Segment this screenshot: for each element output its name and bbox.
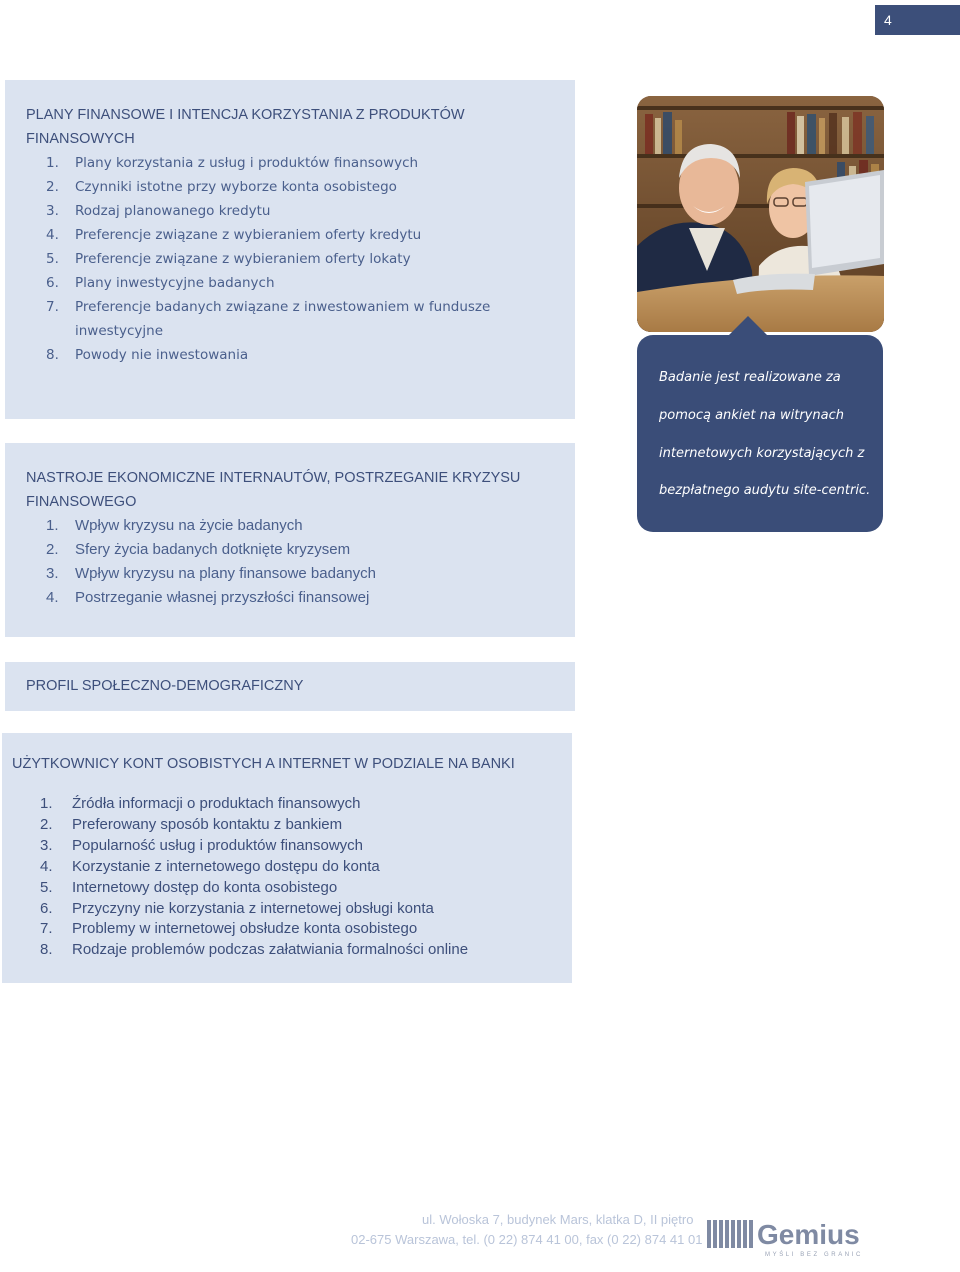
section-heading: NASTROJE EKONOMICZNE INTERNAUTÓW, POSTRZEGANIE KRYZYSU FINANSOWEGO: [26, 470, 521, 510]
section-financial-plans: [5, 80, 575, 419]
list-item: 4. Postrzeganie własnej przyszłości finansowej: [46, 589, 370, 606]
list-item: 1. Wpływ kryzysu na życie badanych: [46, 517, 303, 534]
section-list: [46, 151, 566, 367]
address-line-2: 02-675 Warszawa, tel. (0 22) 874 41 00, fax (0 22) 874 41 01: [351, 1232, 703, 1247]
list-item: 7. Problemy w internetowej obsłudze konta osobistego: [40, 920, 418, 938]
list-item: 8. Rodzaje problemów podczas załatwiania formalności online: [40, 941, 469, 959]
list-item: 5. Preferencje związane z wybieraniem oferty lokaty: [46, 251, 411, 267]
address-line-1: ul. Wołoska 7, budynek Mars, klatka D, II piętro: [422, 1212, 694, 1227]
list-item: 3. Wpływ kryzysu na plany finansowe badanych: [46, 565, 376, 582]
list-item: 4. Korzystanie z internetowego dostępu do konta: [40, 857, 380, 875]
list-item: 8. Powody nie inwestowania: [46, 347, 249, 363]
list-item: 1. Plany korzystania z usług i produktów finansowych: [46, 155, 419, 171]
list-item: 6. Przyczyny nie korzystania z internetowej obsługi konta: [40, 899, 434, 917]
section-heading: PLANY FINANSOWE I INTENCJA KORZYSTANIA Z PRODUKTÓW FINANSOWYCH: [26, 107, 465, 147]
list-item: 3. Rodzaj planowanego kredytu: [46, 203, 271, 219]
section-socio-demographic-profile: [5, 662, 575, 711]
svg-text:MYŚLI BEZ GRANIC: MYŚLI BEZ GRANIC: [765, 1252, 863, 1258]
section-heading: PROFIL SPOŁECZNO-DEMOGRAFICZNY: [26, 678, 304, 694]
list-item: 4. Preferencje związane z wybieraniem oferty kredytu: [46, 227, 422, 243]
svg-text:Gemius: Gemius: [757, 1219, 860, 1250]
section-economic-moods: [5, 443, 575, 637]
list-item: 2. Sfery życia badanych dotknięte kryzysem: [46, 541, 351, 558]
method-callout: [637, 335, 883, 532]
list-item: 5. Internetowy dostęp do konta osobistego: [40, 878, 338, 896]
section-heading: UŻYTKOWNICY KONT OSOBISTYCH A INTERNET W PODZIALE NA BANKI: [12, 756, 515, 772]
couple-with-laptop-photo: [637, 96, 884, 332]
list-item: 3. Popularność usług i produktów finansowych: [40, 836, 363, 854]
list-item: 7. Preferencje badanych związane z inwestowaniem w fundusze inwestycyjne: [46, 299, 491, 339]
gemius-logo: [703, 1210, 878, 1260]
list-item: 6. Plany inwestycyjne badanych: [46, 275, 275, 291]
section-list: [46, 514, 566, 610]
callout-text: Badanie jest realizowane za pomocą ankiet na witrynach internetowych korzystających z bezpłatnego audytu site-centric.: [659, 370, 871, 499]
list-item: 1. Źródła informacji o produktach finansowych: [40, 795, 361, 812]
page-number-badge: 4: [875, 5, 960, 35]
section-account-users: [2, 733, 572, 983]
list-item: 2. Czynniki istotne przy wyborze konta osobistego: [46, 179, 397, 195]
section-list: [40, 794, 560, 961]
list-item: 2. Preferowany sposób kontaktu z bankiem: [40, 815, 343, 833]
